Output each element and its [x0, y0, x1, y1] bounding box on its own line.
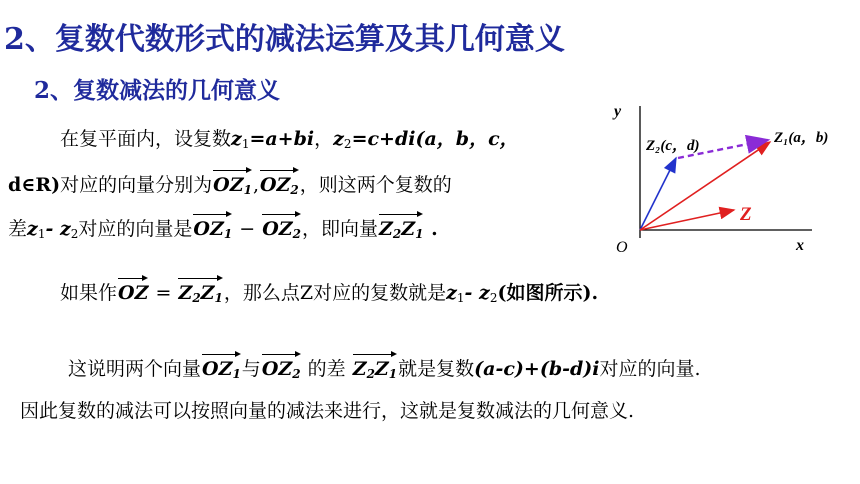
- para3: 这说明两个向量$OZ_1$与$OZ_2$ 的差 $Z_2Z_1$就是复数(a-c)+(b-d)i对应的向量.: [68, 352, 701, 387]
- z-label: Z: [740, 204, 752, 225]
- vector-oz2-arrow: [640, 158, 676, 230]
- vector-oz: OZ: [118, 276, 148, 306]
- origin-label: O: [616, 239, 628, 256]
- vector-oz1-c: $OZ_1$: [202, 352, 241, 387]
- vector-z2z1-c: $Z_2Z_1$: [353, 352, 397, 387]
- vector-oz2: $OZ_2$: [260, 168, 299, 203]
- z1-label: Z₁(a，b): [774, 130, 829, 146]
- vector-z2z1-b: $Z_2Z_1$: [178, 276, 222, 311]
- page-title: 2、复数代数形式的减法运算及其几何意义: [4, 22, 565, 57]
- x-axis-label: x: [796, 237, 804, 254]
- para1-line3: 差$z_1-$ $z_2$对应的向量是$OZ_1 - OZ_2$，即向量$Z_2Z_1$ .: [8, 212, 438, 247]
- para1-line1: 在复平面内，设复数$z_1=a+bi$，$z_2=c+di(a$，b，c，: [60, 128, 519, 151]
- z2-label: Z₂(c，d): [646, 138, 700, 154]
- vector-diagram: [590, 96, 852, 264]
- vector-oz2-b: $OZ_2$: [262, 212, 301, 247]
- para2: 如果作OZ = $Z_2Z_1$，那么点Z对应的复数就是$z_1-$ $z_2$(如图所示).: [60, 276, 598, 311]
- vector-oz1: $OZ_1$: [213, 168, 252, 203]
- para1-line2: d∈R)对应的向量分别为$OZ_1,OZ_2$，则这两个复数的: [8, 168, 452, 203]
- section-subtitle: 2、复数减法的几何意义: [34, 77, 281, 104]
- vector-z2z1: $Z_2Z_1$: [379, 212, 423, 247]
- para4: 因此复数的减法可以按照向量的减法来进行，这就是复数减法的几何意义.: [20, 400, 635, 422]
- vector-oz1-b: $OZ_1$: [193, 212, 232, 247]
- vector-oz2-c: $OZ_2$: [262, 352, 301, 387]
- y-axis-label: y: [614, 103, 622, 120]
